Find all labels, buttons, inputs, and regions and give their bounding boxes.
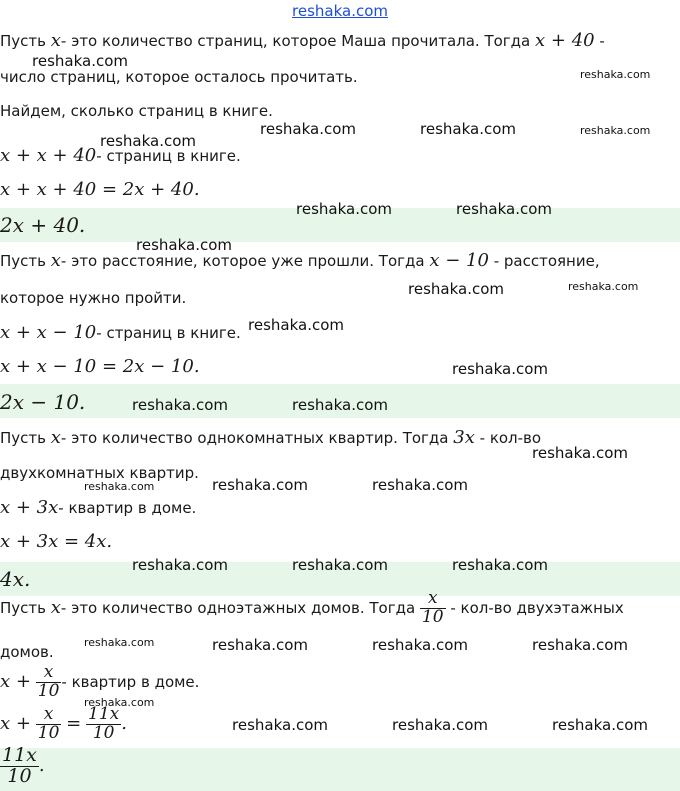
equals-sign: = bbox=[66, 712, 82, 734]
fraction bbox=[36, 664, 62, 701]
problem2-line2: которое нужно пройти. bbox=[0, 289, 187, 307]
text: Пусть bbox=[0, 429, 51, 447]
math-expr: x + bbox=[0, 712, 31, 734]
text: Пусть bbox=[0, 32, 51, 50]
problem3-line2: двухкомнатных квартир. bbox=[0, 464, 199, 482]
fraction bbox=[36, 706, 62, 743]
watermark: reshaka.com bbox=[296, 200, 392, 218]
watermark: reshaka.com bbox=[212, 476, 308, 494]
period: . bbox=[121, 712, 128, 734]
watermark: reshaka.com bbox=[532, 636, 628, 654]
fraction-denominator: 10 bbox=[37, 680, 60, 701]
watermark: reshaka.com bbox=[248, 316, 344, 334]
watermark: reshaka.com bbox=[260, 120, 356, 138]
text: - это расстояние, которое уже прошли. Тогда bbox=[60, 252, 430, 270]
answer-band bbox=[0, 744, 680, 791]
watermark: reshaka.com bbox=[408, 280, 504, 298]
fraction-numerator: 11x bbox=[88, 704, 120, 724]
problem3-answer: 4x. bbox=[0, 567, 31, 591]
problem4-eq2 bbox=[0, 706, 127, 743]
watermark: reshaka.com bbox=[580, 124, 651, 137]
watermark: reshaka.com bbox=[420, 120, 516, 138]
problem4-line2: домов. bbox=[0, 643, 54, 661]
watermark: reshaka.com bbox=[232, 716, 328, 734]
watermark-link[interactable]: reshaka.com bbox=[292, 2, 388, 20]
problem3-eq2: x + 3x = 4x. bbox=[0, 531, 113, 552]
math-expr: x + bbox=[0, 670, 31, 692]
period: . bbox=[38, 754, 45, 776]
text: Пусть bbox=[0, 598, 51, 617]
watermark: reshaka.com bbox=[292, 556, 388, 574]
problem2-eq1 bbox=[0, 322, 241, 343]
fraction-numerator: x bbox=[36, 664, 62, 683]
fraction-denominator: 10 bbox=[7, 764, 32, 787]
text: Пусть bbox=[0, 252, 51, 270]
problem2-answer: 2x − 10. bbox=[0, 390, 86, 414]
problem2-line1 bbox=[0, 250, 600, 271]
watermark: reshaka.com bbox=[532, 444, 628, 462]
watermark: reshaka.com bbox=[372, 636, 468, 654]
watermark: reshaka.com bbox=[552, 716, 648, 734]
watermark: reshaka.com bbox=[32, 52, 128, 70]
watermark: reshaka.com bbox=[100, 132, 196, 150]
watermark: reshaka.com bbox=[136, 236, 232, 254]
text: - страниц в книге. bbox=[96, 324, 241, 342]
fraction-denominator: 10 bbox=[92, 722, 115, 743]
math-var: x bbox=[50, 250, 61, 271]
watermark: reshaka.com bbox=[580, 68, 651, 81]
text: - квартир в доме. bbox=[58, 499, 197, 517]
math-var: x bbox=[50, 427, 61, 448]
watermark: reshaka.com bbox=[452, 360, 548, 378]
fraction bbox=[420, 590, 446, 627]
fraction-numerator: x bbox=[420, 590, 446, 609]
math-expr: x + 3x bbox=[0, 497, 59, 518]
fraction bbox=[0, 746, 39, 787]
text: - это количество страниц, которое Маша прочитала. Тогда bbox=[60, 32, 536, 50]
watermark: reshaka.com bbox=[568, 280, 639, 293]
problem1-answer: 2x + 40. bbox=[0, 213, 86, 237]
watermark: reshaka.com bbox=[132, 396, 228, 414]
math-expr: x + x − 10 bbox=[0, 322, 97, 343]
text: - это количество однокомнатных квартир. Тогда bbox=[60, 429, 454, 447]
fraction-denominator: 10 bbox=[37, 722, 60, 743]
text: - кол-во bbox=[474, 429, 542, 447]
math-expr: x + x + 40 bbox=[0, 145, 97, 166]
text: - квартир в доме. bbox=[61, 672, 200, 691]
math-var: x bbox=[50, 30, 61, 51]
problem2-eq2: x + x − 10 = 2x − 10. bbox=[0, 356, 200, 377]
fraction-numerator: 11x bbox=[2, 744, 37, 766]
problem1-eq2: x + x + 40 = 2x + 40. bbox=[0, 179, 200, 200]
text: - bbox=[594, 32, 605, 50]
watermark: reshaka.com bbox=[292, 396, 388, 414]
problem3-line1 bbox=[0, 427, 541, 448]
problem1-line3: Найдем, сколько страниц в книге. bbox=[0, 102, 273, 120]
watermark: reshaka.com bbox=[392, 716, 488, 734]
math-expr: 3x bbox=[453, 427, 475, 448]
watermark: reshaka.com bbox=[212, 636, 308, 654]
problem4-answer bbox=[0, 746, 45, 787]
fraction-numerator: x bbox=[36, 706, 62, 725]
watermark: reshaka.com bbox=[372, 476, 468, 494]
watermark: reshaka.com bbox=[84, 636, 155, 649]
math-expr: x + 40 bbox=[535, 30, 595, 51]
text: - страниц в книге. bbox=[96, 147, 241, 165]
problem4-line1 bbox=[0, 590, 624, 627]
math-expr: x − 10 bbox=[429, 250, 489, 271]
watermark: reshaka.com bbox=[452, 556, 548, 574]
fraction bbox=[86, 706, 121, 743]
problem1-line2: число страниц, которое осталось прочитать. bbox=[0, 68, 358, 86]
text: - кол-во двухэтажных bbox=[445, 598, 624, 617]
problem3-eq1 bbox=[0, 497, 196, 518]
watermark: reshaka.com bbox=[132, 556, 228, 574]
watermark: reshaka.com bbox=[84, 480, 155, 493]
watermark: reshaka.com bbox=[84, 696, 155, 709]
text: - расстояние, bbox=[488, 252, 600, 270]
math-var: x bbox=[50, 596, 61, 618]
watermark: reshaka.com bbox=[456, 200, 552, 218]
problem1-line1 bbox=[0, 30, 605, 51]
text: - это количество одноэтажных домов. Тогда bbox=[60, 598, 420, 617]
fraction-denominator: 10 bbox=[421, 606, 444, 627]
